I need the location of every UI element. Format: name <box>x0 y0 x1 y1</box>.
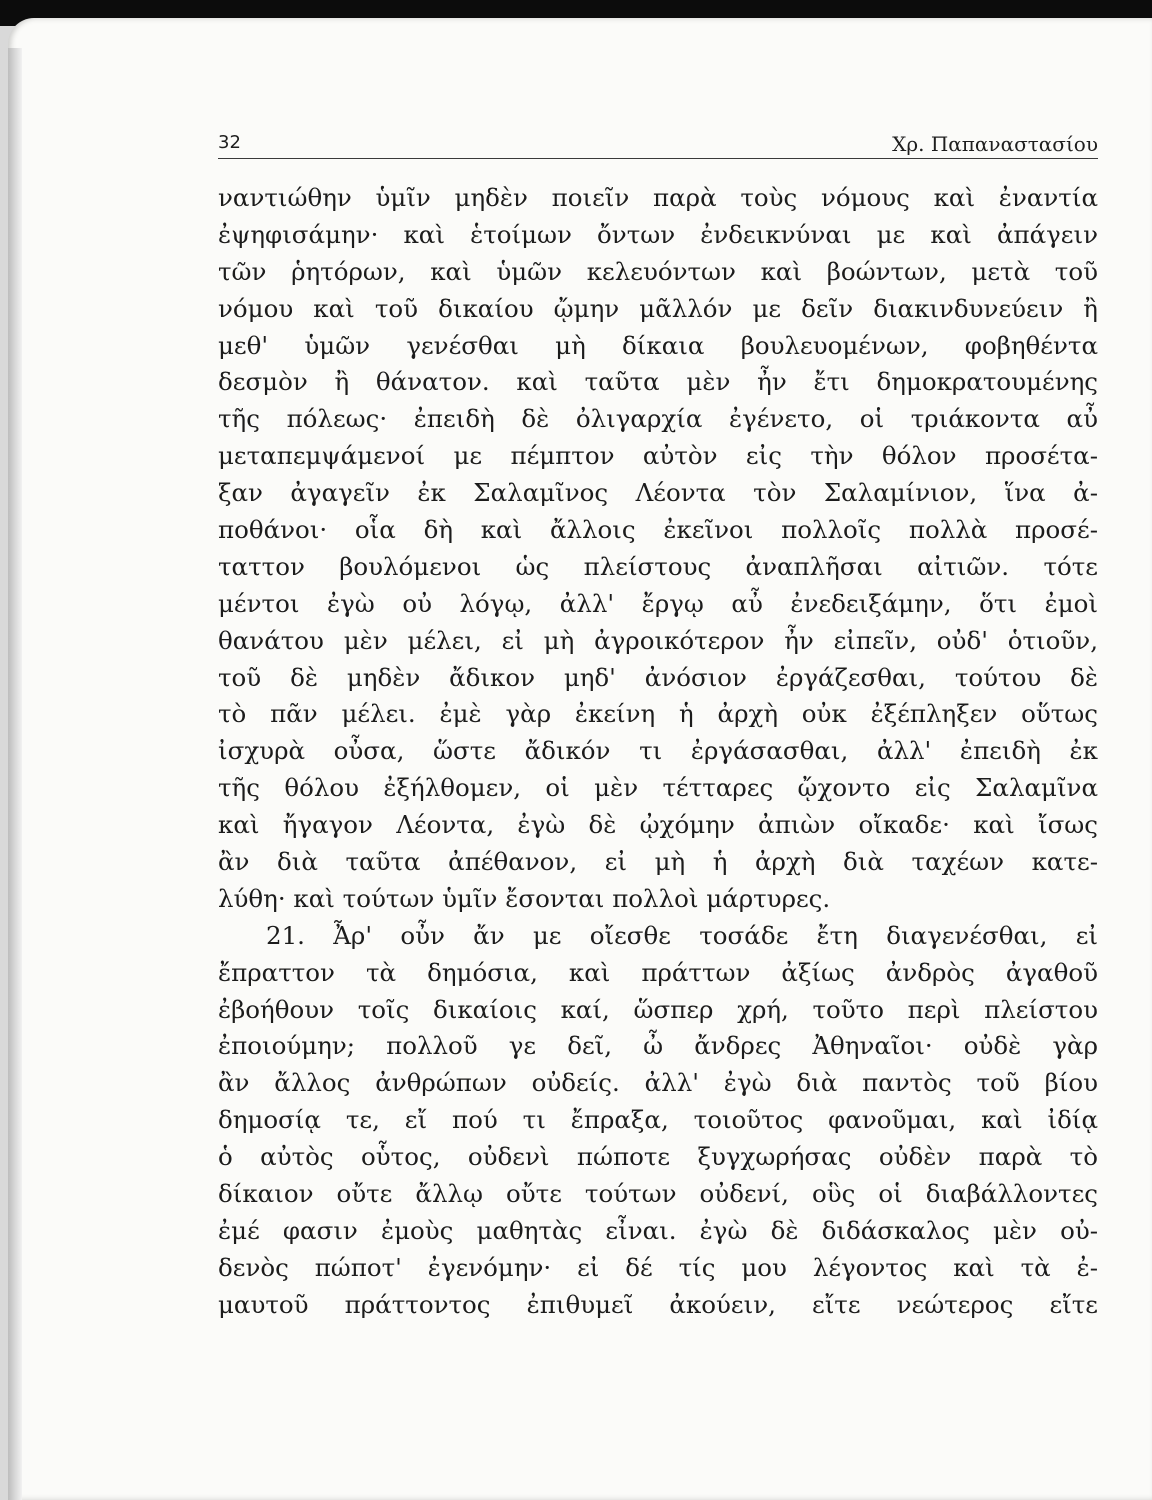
text-line: ἐβοήθουν τοῖς δικαίοις καί, ὥσπερ χρή, τοῦτο περὶ πλείστου <box>218 994 1098 1024</box>
text-line: δημοσίᾳ τε, εἴ πού τι ἔπραξα, τοιοῦτος φανοῦμαι, καὶ ἰδίᾳ <box>218 1105 1098 1135</box>
header-rule <box>218 158 1098 159</box>
text-line: ναντιώθην ὑμῖν μηδὲν ποιεῖν παρὰ τοὺς νόμους καὶ ἐναντία <box>218 183 1098 212</box>
text-line: τοῦ δὲ μηδὲν ἄδικον μηδ' ἀνόσιον ἐργάζεσθαι, τούτου δὲ <box>218 662 1098 692</box>
text-line: δίκαιον οὔτε ἄλλῳ οὔτε τούτων οὐδενί, οὓς οἱ διαβάλλοντες <box>218 1179 1098 1209</box>
text-line: μαυτοῦ πράττοντος ἐπιθυμεῖ ἀκούειν, εἴτε νεώτερος εἴτε <box>218 1289 1098 1319</box>
text-line: ξαν ἀγαγεῖν ἐκ Σαλαμῖνος Λέοντα τὸν Σαλαμίνιον, ἵνα ἀ- <box>218 478 1098 508</box>
text-line: ἂν ἄλλος ἀνθρώπων οὐδείς. ἀλλ' ἐγὼ διὰ παντὸς τοῦ βίου <box>218 1068 1098 1098</box>
text-line: ὁ αὐτὸς οὗτος, οὐδενὶ πώποτε ξυγχωρήσας οὐδὲν παρὰ τὸ <box>218 1142 1098 1172</box>
text-line: ἔπραττον τὰ δημόσια, καὶ πράττων ἀξίως ἀνδρὸς ἀγαθοῦ <box>218 957 1098 987</box>
text-line: ἐμέ φασιν ἐμοὺς μαθητὰς εἶναι. ἐγὼ δὲ διδάσκαλος μὲν οὐ- <box>218 1215 1098 1245</box>
running-head: Χρ. Παπαναστασίου <box>892 132 1098 156</box>
text-line: ἐψηφισάμην· καὶ ἑτοίμων ὄντων ἐνδεικνύναι με καὶ ἀπάγειν <box>218 219 1098 249</box>
text-line: μεθ' ὑμῶν γενέσθαι μὴ δίκαια βουλευομένων, φοβηθέντα <box>218 330 1098 360</box>
body-text <box>218 180 1098 1324</box>
text-line-paragraph-end: λύθη· καὶ τούτων ὑμῖν ἔσονται πολλοὶ μάρτυρες. <box>218 883 831 913</box>
text-line: μέντοι ἐγὼ οὐ λόγῳ, ἀλλ' ἔργῳ αὖ ἐνεδειξάμην, ὅτι ἐμοὶ <box>218 588 1098 618</box>
text-line: τῆς θόλου ἐξήλθομεν, οἱ μὲν τέτταρες ᾤχοντο εἰς Σαλαμῖνα <box>218 773 1098 803</box>
text-line: μεταπεμψάμενοί με πέμπτον αὐτὸν εἰς τὴν θόλον προσέτα- <box>218 441 1098 471</box>
text-line: ποθάνοι· οἷα δὴ καὶ ἄλλοις ἐκεῖνοι πολλοῖς πολλὰ προσέ- <box>218 515 1098 545</box>
page-header <box>218 132 1098 158</box>
text-line: δεσμὸν ἢ θάνατον. καὶ ταῦτα μὲν ἦν ἔτι δημοκρατουμένης <box>218 367 1098 397</box>
text-line: ἂν διὰ ταῦτα ἀπέθανον, εἰ μὴ ἡ ἀρχὴ διὰ ταχέων κατε- <box>218 847 1098 877</box>
text-line: ταττον βουλόμενοι ὡς πλείστους ἀναπλῆσαι αἰτιῶν. τότε <box>218 551 1098 581</box>
text-line-section-start: 21. Ἆρ' οὖν ἄν με οἴεσθε τοσάδε ἔτη διαγενέσθαι, εἰ <box>266 920 1098 950</box>
text-line: νόμου καὶ τοῦ δικαίου ᾤμην μᾶλλόν με δεῖν διακινδυνεύειν ἢ <box>218 293 1098 323</box>
text-line: καὶ ἤγαγον Λέοντα, ἐγὼ δὲ ᾠχόμην ἀπιὼν οἴκαδε· καὶ ἴσως <box>218 810 1098 840</box>
text-line: ἰσχυρὰ οὖσα, ὥστε ἄδικόν τι ἐργάσασθαι, ἀλλ' ἐπειδὴ ἐκ <box>218 736 1098 766</box>
page-number: 32 <box>218 132 241 153</box>
text-line: τὸ πᾶν μέλει. ἐμὲ γὰρ ἐκείνη ἡ ἀρχὴ οὐκ ἐξέπληξεν οὕτως <box>218 699 1098 729</box>
text-line: θανάτου μὲν μέλει, εἰ μὴ ἀγροικότερον ἦν εἰπεῖν, οὐδ' ὁτιοῦν, <box>218 625 1098 655</box>
text-line: τῆς πόλεως· ἐπειδὴ δὲ ὀλιγαρχία ἐγένετο, οἱ τριάκοντα αὖ <box>218 404 1098 434</box>
text-line: τῶν ῥητόρων, καὶ ὑμῶν κελευόντων καὶ βοώντων, μετὰ τοῦ <box>218 256 1098 286</box>
text-line: ἐποιούμην; πολλοῦ γε δεῖ, ὦ ἄνδρες Ἀθηναῖοι· οὐδὲ γὰρ <box>218 1031 1098 1061</box>
text-line: δενὸς πώποτ' ἐγενόμην· εἰ δέ τίς μου λέγοντος καὶ τὰ ἐ- <box>218 1252 1098 1282</box>
page-binding-edge <box>8 48 22 1500</box>
